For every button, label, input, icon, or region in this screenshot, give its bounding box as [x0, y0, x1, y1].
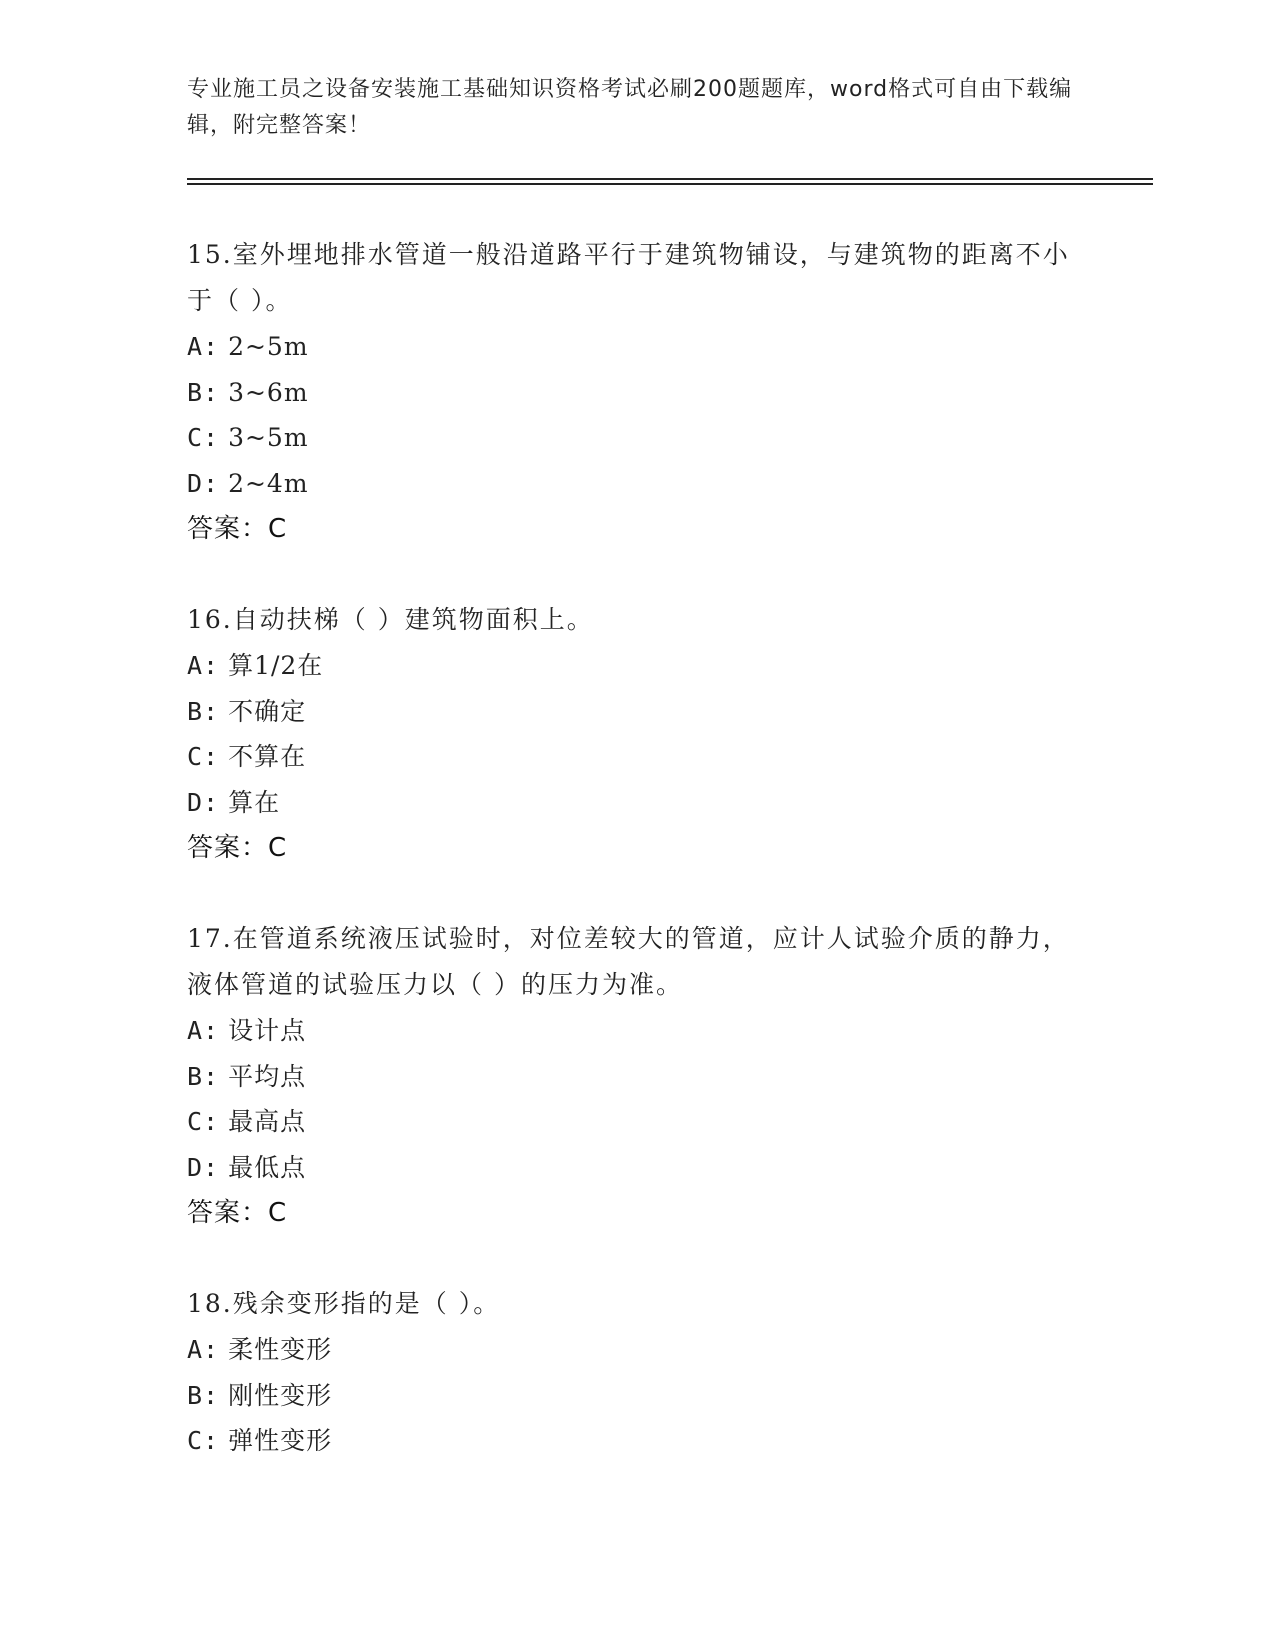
- document-header: 专业施工员之设备安装施工基础知识资格考试必刷200题题库，word格式可自由下载编辑，附完整答案！: [187, 77, 1073, 138]
- option-a: [187, 1327, 1087, 1373]
- option-text: 设计点: [228, 1016, 307, 1045]
- option-key: B:: [187, 696, 220, 726]
- option-key: D:: [187, 787, 220, 817]
- question-text: 15.室外埋地排水管道一般沿道路平行于建筑物铺设，与建筑物的距离不小于（ ）。: [187, 240, 1070, 315]
- option-key: C:: [187, 423, 220, 452]
- question-text: 17.在管道系统液压试验时，对位差较大的管道，应计人试验介质的静力，液体管道的试验压力以（ ）的压力为准。: [187, 924, 1070, 999]
- option-key: B:: [187, 377, 220, 407]
- option-key: C:: [187, 1426, 220, 1455]
- option-key: D:: [187, 468, 220, 498]
- option-text: 不确定: [228, 696, 307, 726]
- option-a: [187, 324, 1087, 370]
- question-17: [187, 916, 1087, 1236]
- option-text: 不算在: [228, 742, 307, 771]
- answer-text: 答案：C: [187, 514, 288, 544]
- header-divider-bottom: [187, 183, 1153, 185]
- question-18: [187, 1281, 1087, 1464]
- option-d: [187, 780, 1087, 826]
- option-text: 算在: [228, 787, 281, 817]
- option-c: [187, 734, 1087, 780]
- option-text: 2~4m: [228, 468, 309, 498]
- option-text: 平均点: [228, 1061, 307, 1091]
- option-d: [187, 1145, 1087, 1191]
- option-d: [187, 461, 1087, 507]
- option-key: A:: [187, 332, 220, 361]
- option-c: [187, 415, 1087, 461]
- option-text: 最低点: [228, 1152, 307, 1182]
- option-a: [187, 1008, 1087, 1054]
- option-key: B:: [187, 1380, 220, 1410]
- option-a: [187, 643, 1087, 689]
- option-b: [187, 370, 1087, 416]
- option-text: 2~5m: [228, 332, 309, 361]
- option-c: [187, 1099, 1087, 1145]
- option-key: C:: [187, 1107, 220, 1136]
- option-text: 最高点: [228, 1107, 307, 1136]
- question-list: [187, 232, 1087, 1509]
- option-text: 柔性变形: [228, 1335, 333, 1364]
- option-text: 刚性变形: [228, 1380, 333, 1410]
- answer-text: 答案：C: [187, 1198, 288, 1228]
- option-key: B:: [187, 1061, 220, 1091]
- option-text: 3~5m: [228, 423, 309, 452]
- option-b: [187, 1373, 1087, 1419]
- question-16: [187, 597, 1087, 871]
- header-divider-top: [187, 178, 1153, 180]
- option-text: 弹性变形: [228, 1426, 333, 1455]
- option-text: 算1/2在: [228, 651, 324, 680]
- option-c: [187, 1418, 1087, 1464]
- option-key: C:: [187, 742, 220, 771]
- option-b: [187, 1054, 1087, 1100]
- option-b: [187, 689, 1087, 735]
- option-key: A:: [187, 1335, 220, 1364]
- question-15: [187, 232, 1087, 552]
- question-text: 16.自动扶梯（ ）建筑物面积上。: [187, 605, 594, 634]
- question-text: 18.残余变形指的是（ ）。: [187, 1289, 501, 1318]
- answer-text: 答案：C: [187, 833, 288, 863]
- option-text: 3~6m: [228, 377, 309, 407]
- option-key: A:: [187, 651, 220, 680]
- option-key: D:: [187, 1152, 220, 1182]
- option-key: A:: [187, 1016, 220, 1045]
